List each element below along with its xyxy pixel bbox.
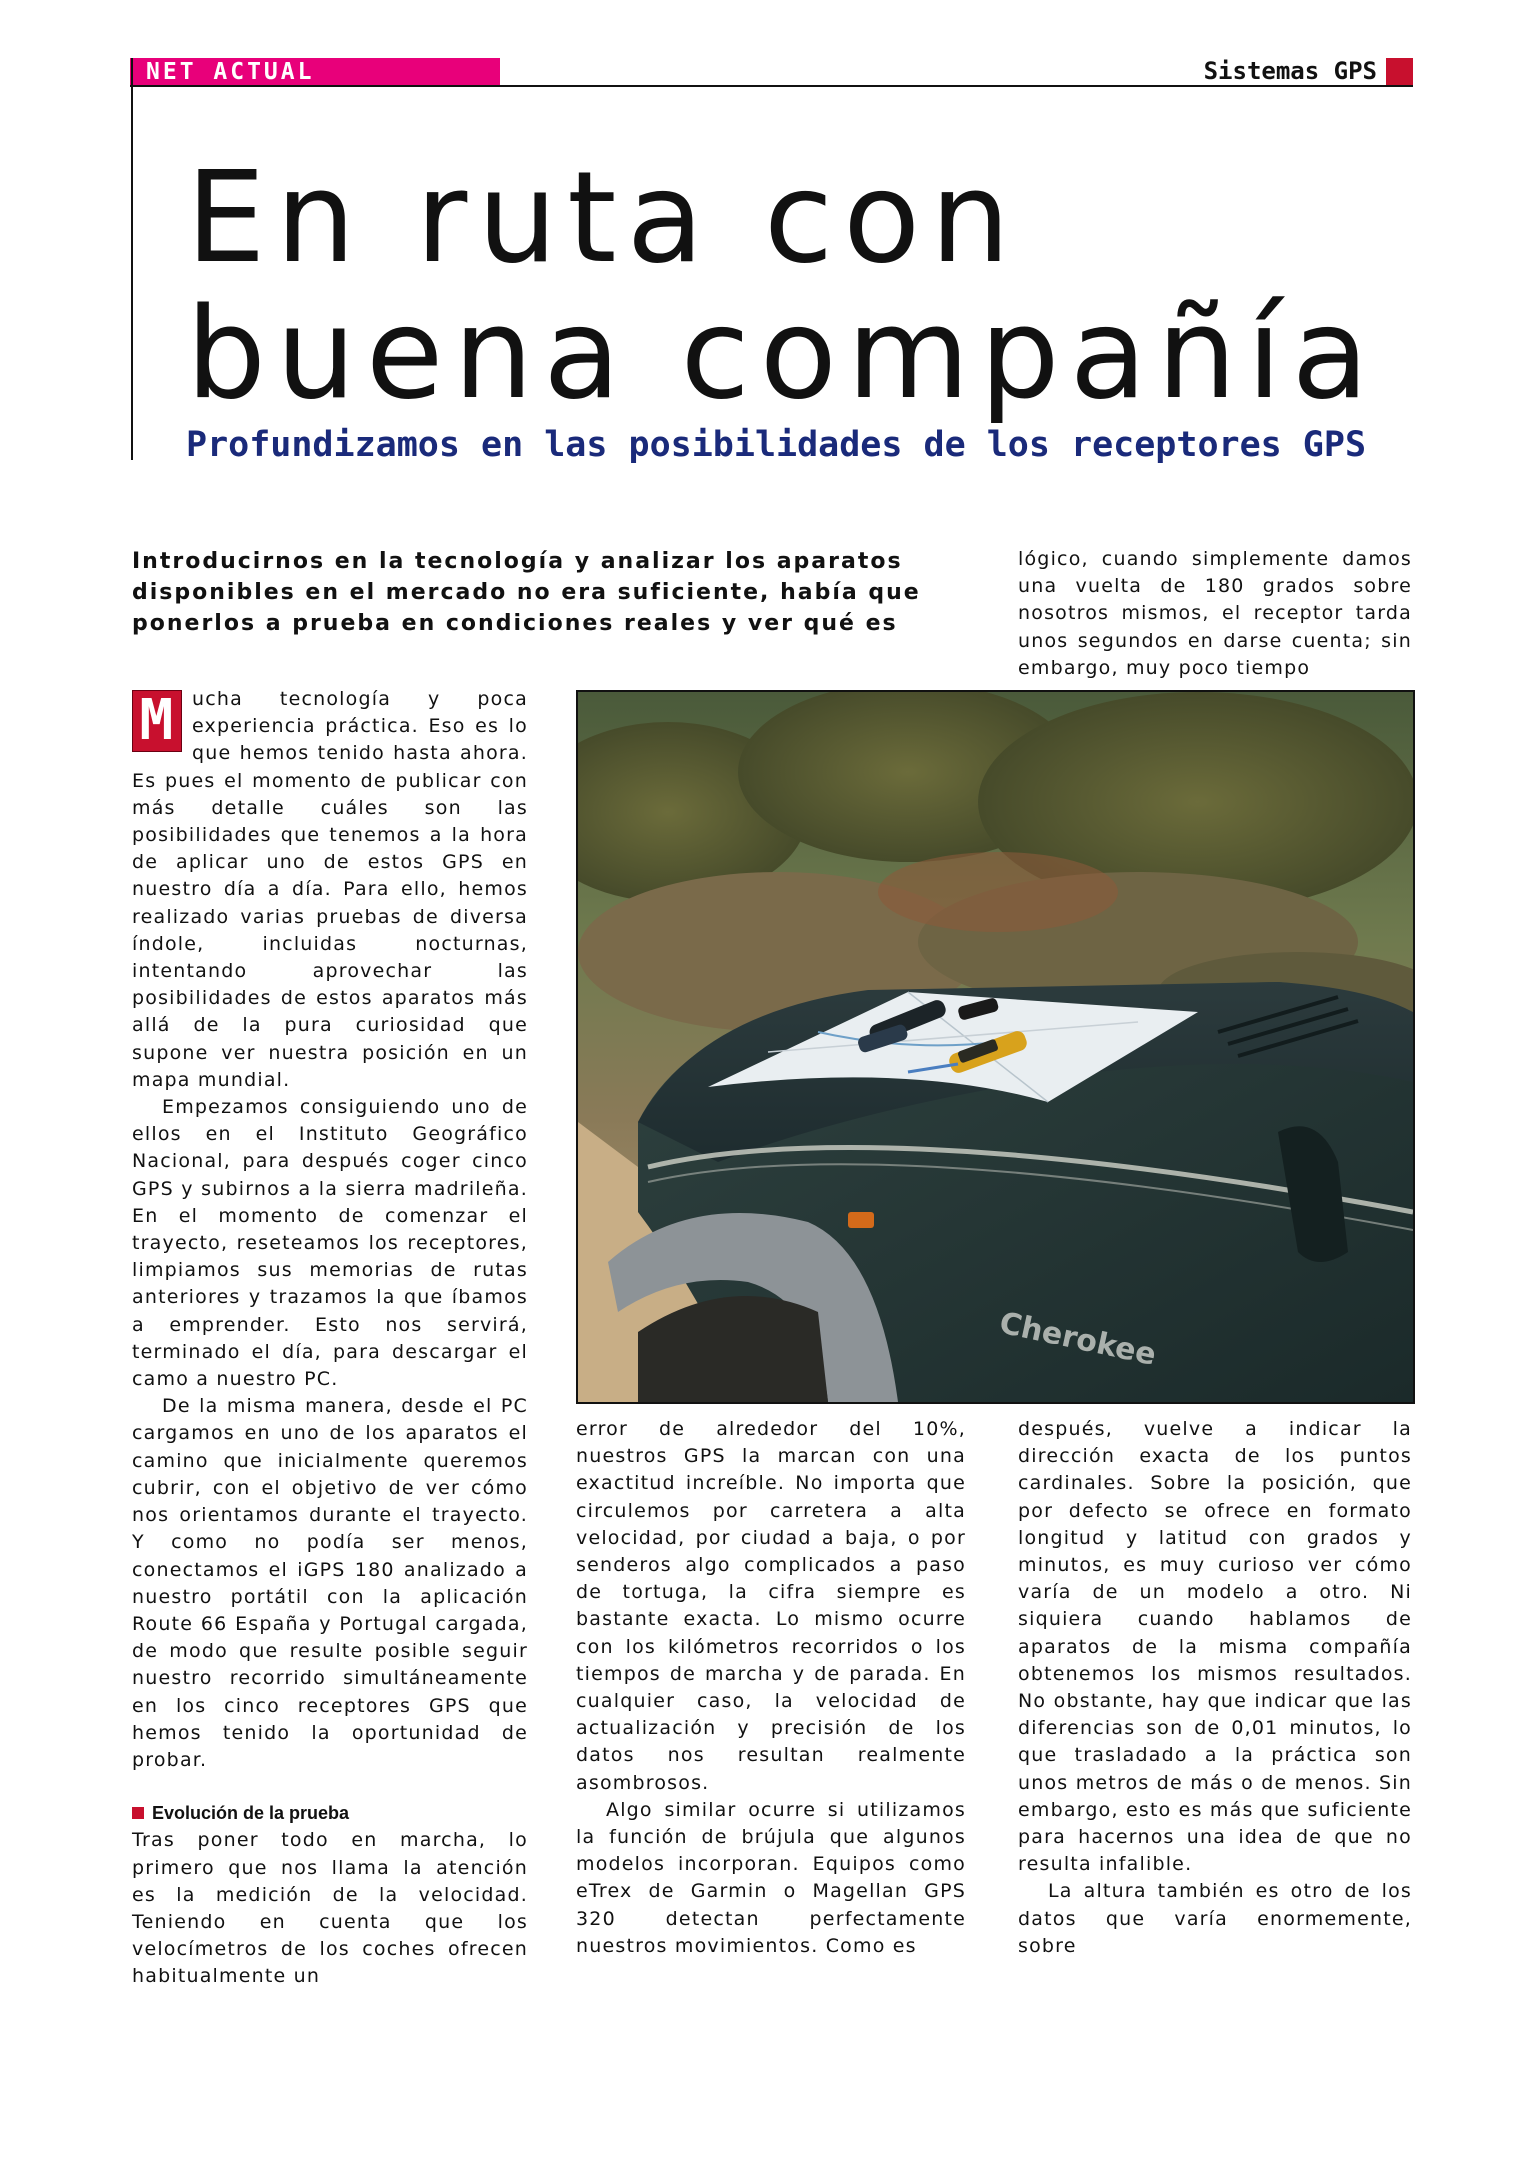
title-line-1: En ruta con xyxy=(186,144,1021,291)
header-vertical-rule xyxy=(131,58,133,460)
column-3 xyxy=(1018,1416,1412,1960)
article-title xyxy=(186,144,1436,427)
subhead-square-icon xyxy=(132,1807,144,1819)
column-1-paragraph-1: ucha tecnología y poca experiencia práctica. Eso es lo que hemos tenido hasta ahora. Es pues el momento de publicar con más detalle cuáles son las posibilidades que tenemos a la hora de aplicar uno de estos GPS en nuestro día a día. Para ello, hemos realizado varias pruebas de diversa índole, incluidas nocturnas, intentando aprovechar las posibilidades de estos aparatos más allá de la pura curiosidad que supone ver nuestra posición en un mapa mundial. xyxy=(132,688,528,1091)
shrubs xyxy=(578,692,1413,1032)
jeep-with-gps-photo xyxy=(578,692,1413,1402)
column-1 xyxy=(132,686,528,1991)
column-1-paragraph-4: Tras poner todo en marcha, lo primero que nos llama la atención es la medición de la velocidad. Teniendo en cuenta que los velocímetros de los coches ofrecen habitualmente un xyxy=(132,1829,528,1988)
article-lead: Introducirnos en la tecnología y analizar los aparatos disponibles en el mercado no era suficiente, había que ponerlos a prueba en condiciones reales y ver qué es xyxy=(132,549,921,636)
article-photo xyxy=(576,690,1415,1404)
section-subhead xyxy=(132,1800,528,1827)
article-subtitle: Profundizamos en las posibilidades de los receptores GPS xyxy=(186,425,1367,465)
column-3-paragraph-1: después, vuelve a indicar la dirección exacta de los puntos cardinales. Sobre la posición, que por defecto se ofrece en formato longitud y latitud con grados y minutos, es muy curioso ver cómo varía de un modelo a otro. Ni siquiera cuando hablamos de aparatos de la misma compañía obtenemos los mismos resultados. No obstante, hay que indicar que las diferencias son de 0,01 minutos, lo que trasladado a la práctica son unos metros de más o de menos. Sin embargo, esto es más que suficiente para hacernos una idea de que no resulta infalible. xyxy=(1018,1418,1412,1876)
column-3-paragraph-2: La altura también es otro de los datos que varía enormemente, sobre xyxy=(1018,1880,1412,1957)
column-2-paragraph-1: error de alrededor del 10%, nuestros GPS la marcan con una exactitud increíble. No importa que circulemos por carretera a alta velocidad, por ciudad a baja, o por senderos algo complicados a paso de tortuga, la cifra siempre es bastante exacta. Lo mismo ocurre con los kilómetros recorridos o los tiempos de marcha y de parada. En cualquier caso, la velocidad de actualización y precisión de los datos nos resultan realmente asombrosos. xyxy=(576,1418,966,1794)
column-3-top-paragraph: lógico, cuando simplemente damos una vuelta de 180 grados sobre nosotros mismos, el receptor tarda unos segundos en darse cuenta; sin embargo, muy poco tiempo xyxy=(1018,548,1412,679)
column-2 xyxy=(576,1416,966,1960)
title-line-2: buena compañía xyxy=(186,280,1379,427)
drop-cap: M xyxy=(132,690,182,752)
car-badge: Cherokee xyxy=(996,1305,1160,1373)
subhead-text: Evolución de la prueba xyxy=(152,1803,350,1824)
column-1-paragraph-2: Empezamos consiguiendo uno de ellos en el Instituto Geográfico Nacional, para después coger cinco GPS y subirnos a la sierra madrileña. En el momento de comenzar el trayecto, reseteamos los receptores, limpiamos sus memorias de rutas anteriores y trazamos la que íbamos a emprender. Esto nos servirá, terminado el día, para descargar el camo a nuestro PC. xyxy=(132,1096,528,1391)
section-square-icon xyxy=(1386,58,1413,85)
section-name: Sistemas GPS xyxy=(1203,57,1377,85)
column-3-top xyxy=(1018,546,1412,682)
column-2-paragraph-2: Algo similar ocurre si utilizamos la función de brújula que algunos modelos incorporan. Equipos como eTrex de Garmin o Magellan GPS 320 detectan perfectamente nuestros movimientos. Como es xyxy=(576,1798,966,1957)
column-1-paragraph-3: De la misma manera, desde el PC cargamos en uno de los aparatos el camino que inicialmente queremos cubrir, con el objetivo de ver cómo nos orientamos durante el trayecto. Y como no podía ser menos, conectamos el iGPS 180 analizado a nuestro portátil con la aplicación Route 66 España y Portugal cargada, de modo que resulte posible seguir nuestro recorrido simultáneamente en los cinco receptores GPS que hemos tenido la oportunidad de probar. xyxy=(132,1395,528,1771)
section-tag: NET ACTUAL xyxy=(130,58,500,86)
